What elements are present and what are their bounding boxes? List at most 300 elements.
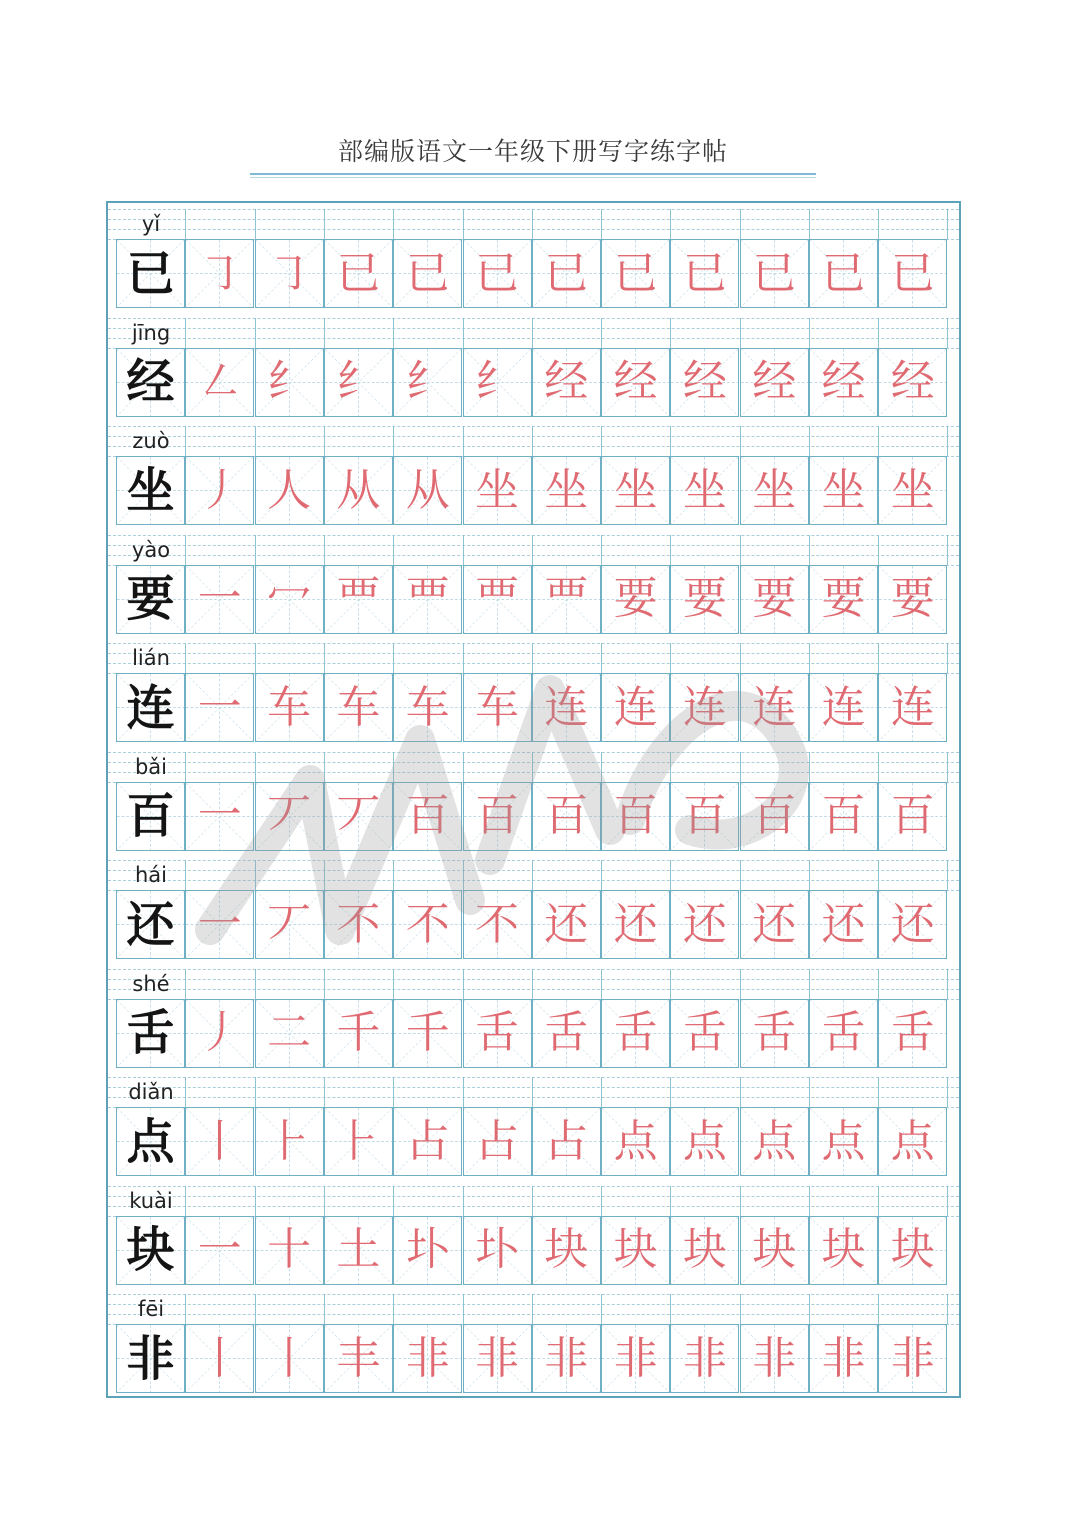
pinyin-column-divider (463, 860, 464, 890)
pinyin-column-divider (878, 860, 879, 890)
stroke-step-character: 纟 (336, 356, 381, 407)
glyph-holder (533, 457, 600, 524)
character-cells (116, 1324, 951, 1393)
stroke-step-character: 纟 (267, 356, 312, 407)
tracing-cell (324, 1216, 393, 1285)
tracing-cell (255, 348, 324, 417)
stroke-step-character: 已 (475, 247, 519, 299)
stroke-step-character: 还 (821, 898, 866, 950)
pinyin-column-divider (947, 860, 948, 890)
glyph-holder (810, 674, 877, 741)
model-character-cell (116, 1216, 185, 1285)
glyph-holder (325, 457, 392, 524)
glyph-holder (117, 1217, 184, 1284)
glyph-holder (741, 1108, 808, 1175)
pinyin-column-divider (255, 643, 256, 673)
glyph-holder (394, 240, 461, 307)
tracing-cell (878, 673, 947, 742)
pinyin-column-divider (601, 969, 602, 999)
stroke-step-character: 百 (682, 790, 727, 841)
tracing-cell (463, 782, 532, 851)
pinyin-column-divider (740, 1294, 741, 1324)
glyph-holder (394, 1108, 461, 1175)
pinyin-guide-line (108, 870, 959, 871)
model-character: 块 (126, 1222, 175, 1278)
tracing-cell (255, 890, 324, 959)
glyph-holder (533, 783, 600, 850)
stroke-step-character: 十 (267, 1224, 312, 1275)
stroke-step-character: 非 (405, 1332, 450, 1384)
pinyin-column-divider (878, 535, 879, 565)
tracing-cell (185, 890, 254, 959)
glyph-holder (602, 240, 669, 307)
pinyin-column-divider (393, 643, 394, 673)
stroke-step-character: 圤 (405, 1224, 450, 1275)
glyph-holder (879, 457, 946, 524)
pinyin-column-divider (809, 318, 810, 348)
glyph-holder (602, 891, 669, 958)
pinyin-column-divider (670, 426, 671, 456)
tracing-cell (601, 782, 670, 851)
pinyin-column-divider (463, 1077, 464, 1107)
pinyin-column-divider (601, 1186, 602, 1216)
pinyin-label: hái (134, 863, 167, 887)
pinyin-guide-line (108, 643, 959, 644)
glyph-holder (394, 566, 461, 633)
glyph-holder (186, 457, 253, 524)
stroke-step-character: 连 (544, 681, 589, 733)
stroke-step-character: 百 (475, 790, 519, 841)
glyph-holder (879, 240, 946, 307)
tracing-cell (601, 890, 670, 959)
stroke-step-character: 丨 (197, 1332, 242, 1384)
pinyin-guide-line (108, 1294, 959, 1295)
stroke-step-character: 坐 (682, 464, 727, 516)
pinyin-column-divider (393, 1294, 394, 1324)
pinyin-column-divider (532, 752, 533, 782)
tracing-cell (532, 1107, 601, 1176)
pinyin-column-divider (740, 969, 741, 999)
character-cells (116, 1216, 951, 1285)
pinyin-column-divider (878, 1294, 879, 1324)
tracing-cell (324, 1324, 393, 1393)
pinyin-column-divider (878, 643, 879, 673)
stroke-step-character: 百 (752, 790, 797, 841)
glyph-holder (256, 457, 323, 524)
tracing-cell (393, 890, 462, 959)
model-character-cell (116, 1324, 185, 1393)
glyph-holder (879, 783, 946, 850)
pinyin-band (108, 1186, 959, 1216)
glyph-holder (810, 566, 877, 633)
pinyin-column-divider (393, 426, 394, 456)
stroke-step-character: 车 (405, 681, 450, 733)
pinyin-column-divider (878, 969, 879, 999)
stroke-step-character: 非 (821, 1332, 866, 1384)
pinyin-guide-line (108, 1314, 959, 1315)
pinyin-column-divider (255, 426, 256, 456)
pinyin-column-divider (670, 209, 671, 239)
glyph-holder (602, 1108, 669, 1175)
tracing-cell (532, 673, 601, 742)
glyph-holder (256, 1108, 323, 1175)
pinyin-column-divider (947, 1294, 948, 1324)
pinyin-column-divider (532, 1077, 533, 1107)
pinyin-column-divider (532, 209, 533, 239)
stroke-step-character: 二 (267, 1007, 312, 1058)
title-underline (250, 173, 816, 178)
tracing-cell (393, 1216, 462, 1285)
model-character-cell (116, 673, 185, 742)
stroke-step-character: 连 (752, 681, 797, 733)
pinyin-column-divider (740, 426, 741, 456)
tracing-cell (324, 890, 393, 959)
glyph-holder (741, 1325, 808, 1392)
tracing-cell (463, 1107, 532, 1176)
tracing-cell (740, 890, 809, 959)
stroke-step-character: 从 (336, 464, 381, 516)
glyph-holder (533, 240, 600, 307)
tracing-cell (809, 348, 878, 417)
practice-row (108, 426, 959, 535)
pinyin-column-divider (601, 1294, 602, 1324)
stroke-step-character: 人 (267, 464, 312, 516)
stroke-step-character: 百 (821, 790, 866, 841)
pinyin-column-divider (809, 643, 810, 673)
glyph-holder (186, 1108, 253, 1175)
stroke-step-character: 舌 (613, 1007, 658, 1058)
glyph-holder (671, 457, 738, 524)
pinyin-column-divider (670, 860, 671, 890)
tracing-cell (393, 673, 462, 742)
glyph-holder (810, 349, 877, 416)
glyph-holder (533, 1325, 600, 1392)
stroke-step-character: 已 (890, 247, 935, 299)
pinyin-band (108, 1077, 959, 1107)
tracing-cell (809, 565, 878, 634)
pinyin-band (108, 969, 959, 999)
tracing-cell (463, 1324, 532, 1393)
tracing-cell (324, 348, 393, 417)
tracing-cell (670, 890, 739, 959)
tracing-cell (740, 348, 809, 417)
tracing-cell (878, 1107, 947, 1176)
character-cells (116, 239, 951, 308)
pinyin-column-divider (601, 643, 602, 673)
stroke-step-character: 要 (682, 573, 727, 624)
pinyin-band (108, 1294, 959, 1324)
model-character-cell (116, 890, 185, 959)
glyph-holder (325, 1325, 392, 1392)
stroke-step-character: 已 (613, 247, 658, 299)
tracing-cell (185, 1107, 254, 1176)
tracing-cell (740, 239, 809, 308)
stroke-step-character: 要 (613, 573, 658, 624)
pinyin-column-divider (878, 1186, 879, 1216)
glyph-holder (879, 349, 946, 416)
pinyin-guide-line (108, 1196, 959, 1197)
pinyin-band (108, 209, 959, 239)
stroke-step-character: 块 (544, 1224, 589, 1275)
pinyin-column-divider (947, 752, 948, 782)
stroke-step-character: 经 (890, 356, 935, 407)
pinyin-column-divider (809, 426, 810, 456)
pinyin-column-divider (601, 535, 602, 565)
glyph-holder (464, 1108, 531, 1175)
glyph-holder (741, 349, 808, 416)
tracing-cell (601, 673, 670, 742)
pinyin-column-divider (740, 1077, 741, 1107)
tracing-cell (532, 999, 601, 1068)
glyph-holder (117, 566, 184, 633)
pinyin-label: yào (131, 537, 171, 562)
pinyin-column-divider (809, 1186, 810, 1216)
practice-row (108, 1077, 959, 1186)
stroke-step-character: 一 (197, 898, 242, 950)
tracing-cell (255, 1324, 324, 1393)
tracing-cell (809, 1324, 878, 1393)
tracing-cell (809, 1107, 878, 1176)
model-character-cell (116, 456, 185, 525)
tracing-cell (393, 1107, 462, 1176)
stroke-step-character: 舌 (475, 1007, 519, 1058)
character-cells (116, 565, 951, 634)
stroke-step-character: 不 (336, 898, 381, 950)
glyph-holder (879, 1325, 946, 1392)
pinyin-column-divider (601, 860, 602, 890)
glyph-holder (325, 783, 392, 850)
stroke-step-character: 坐 (613, 464, 658, 516)
pinyin-guide-line (108, 328, 959, 329)
tracing-cell (255, 1216, 324, 1285)
tracing-cell (532, 348, 601, 417)
glyph-holder (671, 1000, 738, 1067)
glyph-holder (464, 783, 531, 850)
glyph-holder (602, 1217, 669, 1284)
stroke-step-character: 百 (613, 790, 658, 841)
tracing-cell (255, 565, 324, 634)
pinyin-column-divider (532, 318, 533, 348)
glyph-holder (117, 457, 184, 524)
practice-row (108, 1186, 959, 1295)
tracing-cell (670, 1216, 739, 1285)
pinyin-column-divider (670, 1186, 671, 1216)
pinyin-column-divider (324, 1186, 325, 1216)
glyph-holder (741, 1000, 808, 1067)
pinyin-column-divider (878, 1077, 879, 1107)
pinyin-column-divider (463, 969, 464, 999)
pinyin-column-divider (740, 318, 741, 348)
pinyin-guide-line (108, 446, 959, 447)
tracing-cell (185, 999, 254, 1068)
stroke-step-character: 车 (336, 681, 381, 733)
stroke-step-character: 还 (544, 898, 589, 950)
pinyin-column-divider (393, 535, 394, 565)
stroke-step-character: 一 (197, 1224, 242, 1275)
pinyin-guide-line (108, 880, 959, 881)
tracing-cell (393, 1324, 462, 1393)
pinyin-guide-line (108, 752, 959, 753)
practice-sheet (106, 201, 961, 1398)
pinyin-column-divider (601, 209, 602, 239)
tracing-cell (463, 673, 532, 742)
glyph-holder (186, 783, 253, 850)
pinyin-column-divider (532, 643, 533, 673)
stroke-step-character: 经 (821, 356, 866, 407)
glyph-holder (671, 1108, 738, 1175)
stroke-step-character: 坐 (821, 464, 866, 516)
stroke-step-character: 已 (336, 247, 381, 299)
stroke-step-character: 要 (752, 573, 797, 624)
pinyin-column-divider (393, 969, 394, 999)
pinyin-guide-line (108, 555, 959, 556)
glyph-holder (464, 1325, 531, 1392)
glyph-holder (533, 1000, 600, 1067)
stroke-step-character: 非 (475, 1332, 519, 1384)
tracing-cell (255, 673, 324, 742)
glyph-holder (186, 1325, 253, 1392)
stroke-step-character: 已 (405, 247, 450, 299)
pinyin-column-divider (393, 1077, 394, 1107)
pinyin-guide-line (108, 989, 959, 990)
tracing-cell (601, 348, 670, 417)
pinyin-column-divider (740, 535, 741, 565)
pinyin-column-divider (324, 860, 325, 890)
tracing-cell (532, 239, 601, 308)
glyph-holder (117, 1325, 184, 1392)
glyph-holder (186, 674, 253, 741)
glyph-holder (533, 566, 600, 633)
glyph-holder (464, 240, 531, 307)
glyph-holder (879, 1217, 946, 1284)
stroke-step-character: 一 (197, 573, 242, 624)
tracing-cell (255, 239, 324, 308)
glyph-holder (671, 1217, 738, 1284)
tracing-cell (670, 782, 739, 851)
pinyin-column-divider (670, 1077, 671, 1107)
pinyin-column-divider (255, 752, 256, 782)
glyph-holder (186, 566, 253, 633)
pinyin-column-divider (463, 1186, 464, 1216)
pinyin-label: yǐ (141, 212, 161, 236)
glyph-holder (325, 349, 392, 416)
stroke-step-character: 百 (890, 790, 935, 841)
tracing-cell (532, 890, 601, 959)
pinyin-column-divider (324, 426, 325, 456)
tracing-cell (809, 456, 878, 525)
stroke-step-character: 要 (890, 573, 935, 624)
glyph-holder (533, 1217, 600, 1284)
tracing-cell (255, 1107, 324, 1176)
tracing-cell (740, 1324, 809, 1393)
pinyin-column-divider (947, 1186, 948, 1216)
tracing-cell (185, 348, 254, 417)
glyph-holder (186, 891, 253, 958)
pinyin-band (108, 643, 959, 673)
tracing-cell (324, 782, 393, 851)
pinyin-label: diǎn (128, 1080, 174, 1104)
glyph-holder (602, 783, 669, 850)
tracing-cell (740, 565, 809, 634)
model-character: 百 (126, 788, 175, 844)
pinyin-column-divider (947, 318, 948, 348)
tracing-cell (878, 239, 947, 308)
pinyin-guide-line (108, 969, 959, 970)
glyph-holder (394, 783, 461, 850)
tracing-cell (463, 890, 532, 959)
glyph-holder (256, 240, 323, 307)
model-character-cell (116, 239, 185, 308)
tracing-cell (601, 999, 670, 1068)
glyph-holder (810, 783, 877, 850)
glyph-holder (117, 891, 184, 958)
glyph-holder (256, 1217, 323, 1284)
tracing-cell (532, 456, 601, 525)
tracing-cell (185, 1216, 254, 1285)
glyph-holder (741, 1217, 808, 1284)
pinyin-column-divider (463, 209, 464, 239)
glyph-holder (117, 349, 184, 416)
pinyin-label: bǎi (134, 754, 168, 779)
stroke-step-character: 丨 (197, 1115, 242, 1167)
pinyin-column-divider (809, 535, 810, 565)
pinyin-column-divider (255, 318, 256, 348)
pinyin-guide-line (108, 772, 959, 773)
stroke-step-character: 丰 (336, 1332, 381, 1384)
pinyin-guide-line (108, 1304, 959, 1305)
stroke-step-character: 一 (197, 790, 242, 841)
stroke-step-character: 连 (890, 681, 935, 733)
tracing-cell (324, 1107, 393, 1176)
pinyin-column-divider (740, 860, 741, 890)
glyph-holder (394, 1217, 461, 1284)
tracing-cell (740, 782, 809, 851)
stroke-step-character: 舌 (890, 1007, 935, 1058)
tracing-cell (601, 1324, 670, 1393)
pinyin-column-divider (393, 1186, 394, 1216)
pinyin-column-divider (255, 860, 256, 890)
pinyin-column-divider (255, 969, 256, 999)
glyph-holder (464, 891, 531, 958)
stroke-step-character: 不 (475, 898, 519, 950)
stroke-step-character: 车 (475, 681, 519, 733)
pinyin-column-divider (670, 318, 671, 348)
tracing-cell (878, 565, 947, 634)
tracing-cell (601, 239, 670, 308)
character-cells (116, 782, 951, 851)
tracing-cell (601, 1107, 670, 1176)
stroke-step-character: 非 (544, 1332, 589, 1384)
model-character: 舌 (126, 1005, 175, 1061)
pinyin-band (108, 535, 959, 565)
pinyin-column-divider (740, 1186, 741, 1216)
pinyin-column-divider (393, 318, 394, 348)
glyph-holder (325, 674, 392, 741)
glyph-holder (464, 349, 531, 416)
glyph-holder (394, 1000, 461, 1067)
tracing-cell (670, 456, 739, 525)
stroke-step-character: 从 (405, 464, 450, 516)
tracing-cell (185, 1324, 254, 1393)
stroke-step-character: 覀 (405, 573, 450, 624)
stroke-step-character: ⺊ (267, 1115, 312, 1167)
pinyin-guide-line (108, 318, 959, 319)
pinyin-column-divider (324, 643, 325, 673)
pinyin-column-divider (601, 318, 602, 348)
tracing-cell (878, 999, 947, 1068)
tracing-cell (670, 565, 739, 634)
glyph-holder (464, 674, 531, 741)
